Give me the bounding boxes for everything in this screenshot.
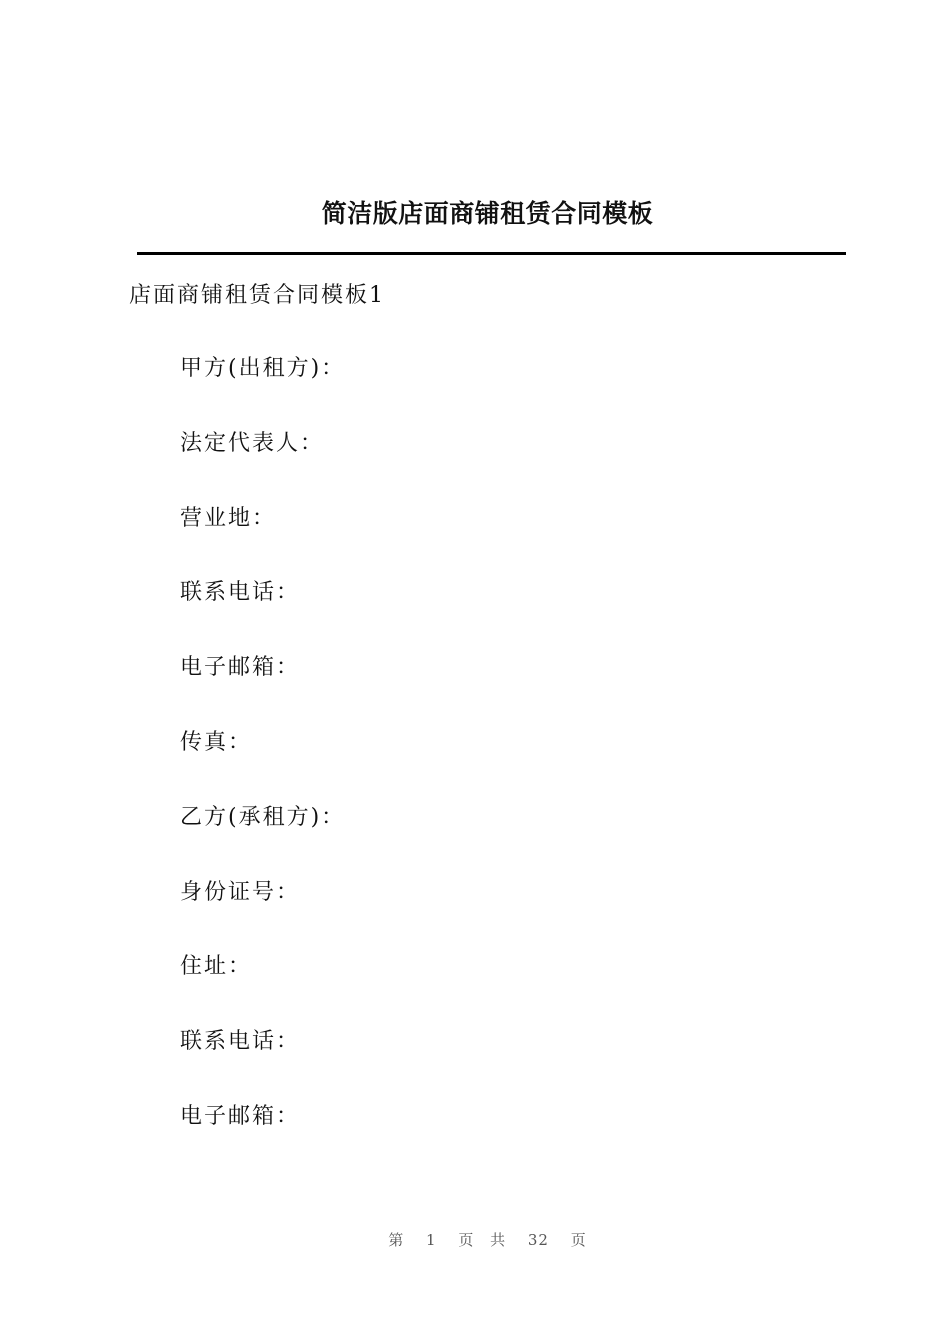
field-lessor-email: 电子邮箱：	[180, 655, 301, 681]
field-residence: 住址：	[180, 954, 253, 980]
document-title: 简洁版店面商铺租赁合同模板	[321, 199, 654, 228]
party-info-list	[180, 353, 345, 1176]
field-lessor-phone: 联系电话：	[180, 580, 301, 606]
footer-total-pages: 32	[527, 1231, 549, 1249]
field-fax: 传真：	[180, 729, 253, 755]
title-divider	[137, 252, 846, 255]
field-lessee-email: 电子邮箱：	[180, 1103, 301, 1129]
field-legal-representative: 法定代表人：	[180, 430, 325, 456]
field-business-address: 营业地：	[180, 505, 277, 531]
footer-page-middle: 页 共	[458, 1231, 507, 1249]
footer-current-page: 1	[426, 1231, 437, 1249]
page-footer	[0, 1229, 950, 1250]
field-lessee-phone: 联系电话：	[180, 1029, 301, 1055]
field-lessee: 乙方(承租方)：	[180, 804, 346, 830]
section-heading: 店面商铺租赁合同模板1	[129, 283, 385, 308]
field-id-number: 身份证号：	[180, 879, 301, 905]
footer-page-suffix: 页	[570, 1231, 587, 1249]
field-lessor: 甲方(出租方)：	[180, 356, 346, 381]
footer-page-prefix: 第	[388, 1231, 405, 1249]
